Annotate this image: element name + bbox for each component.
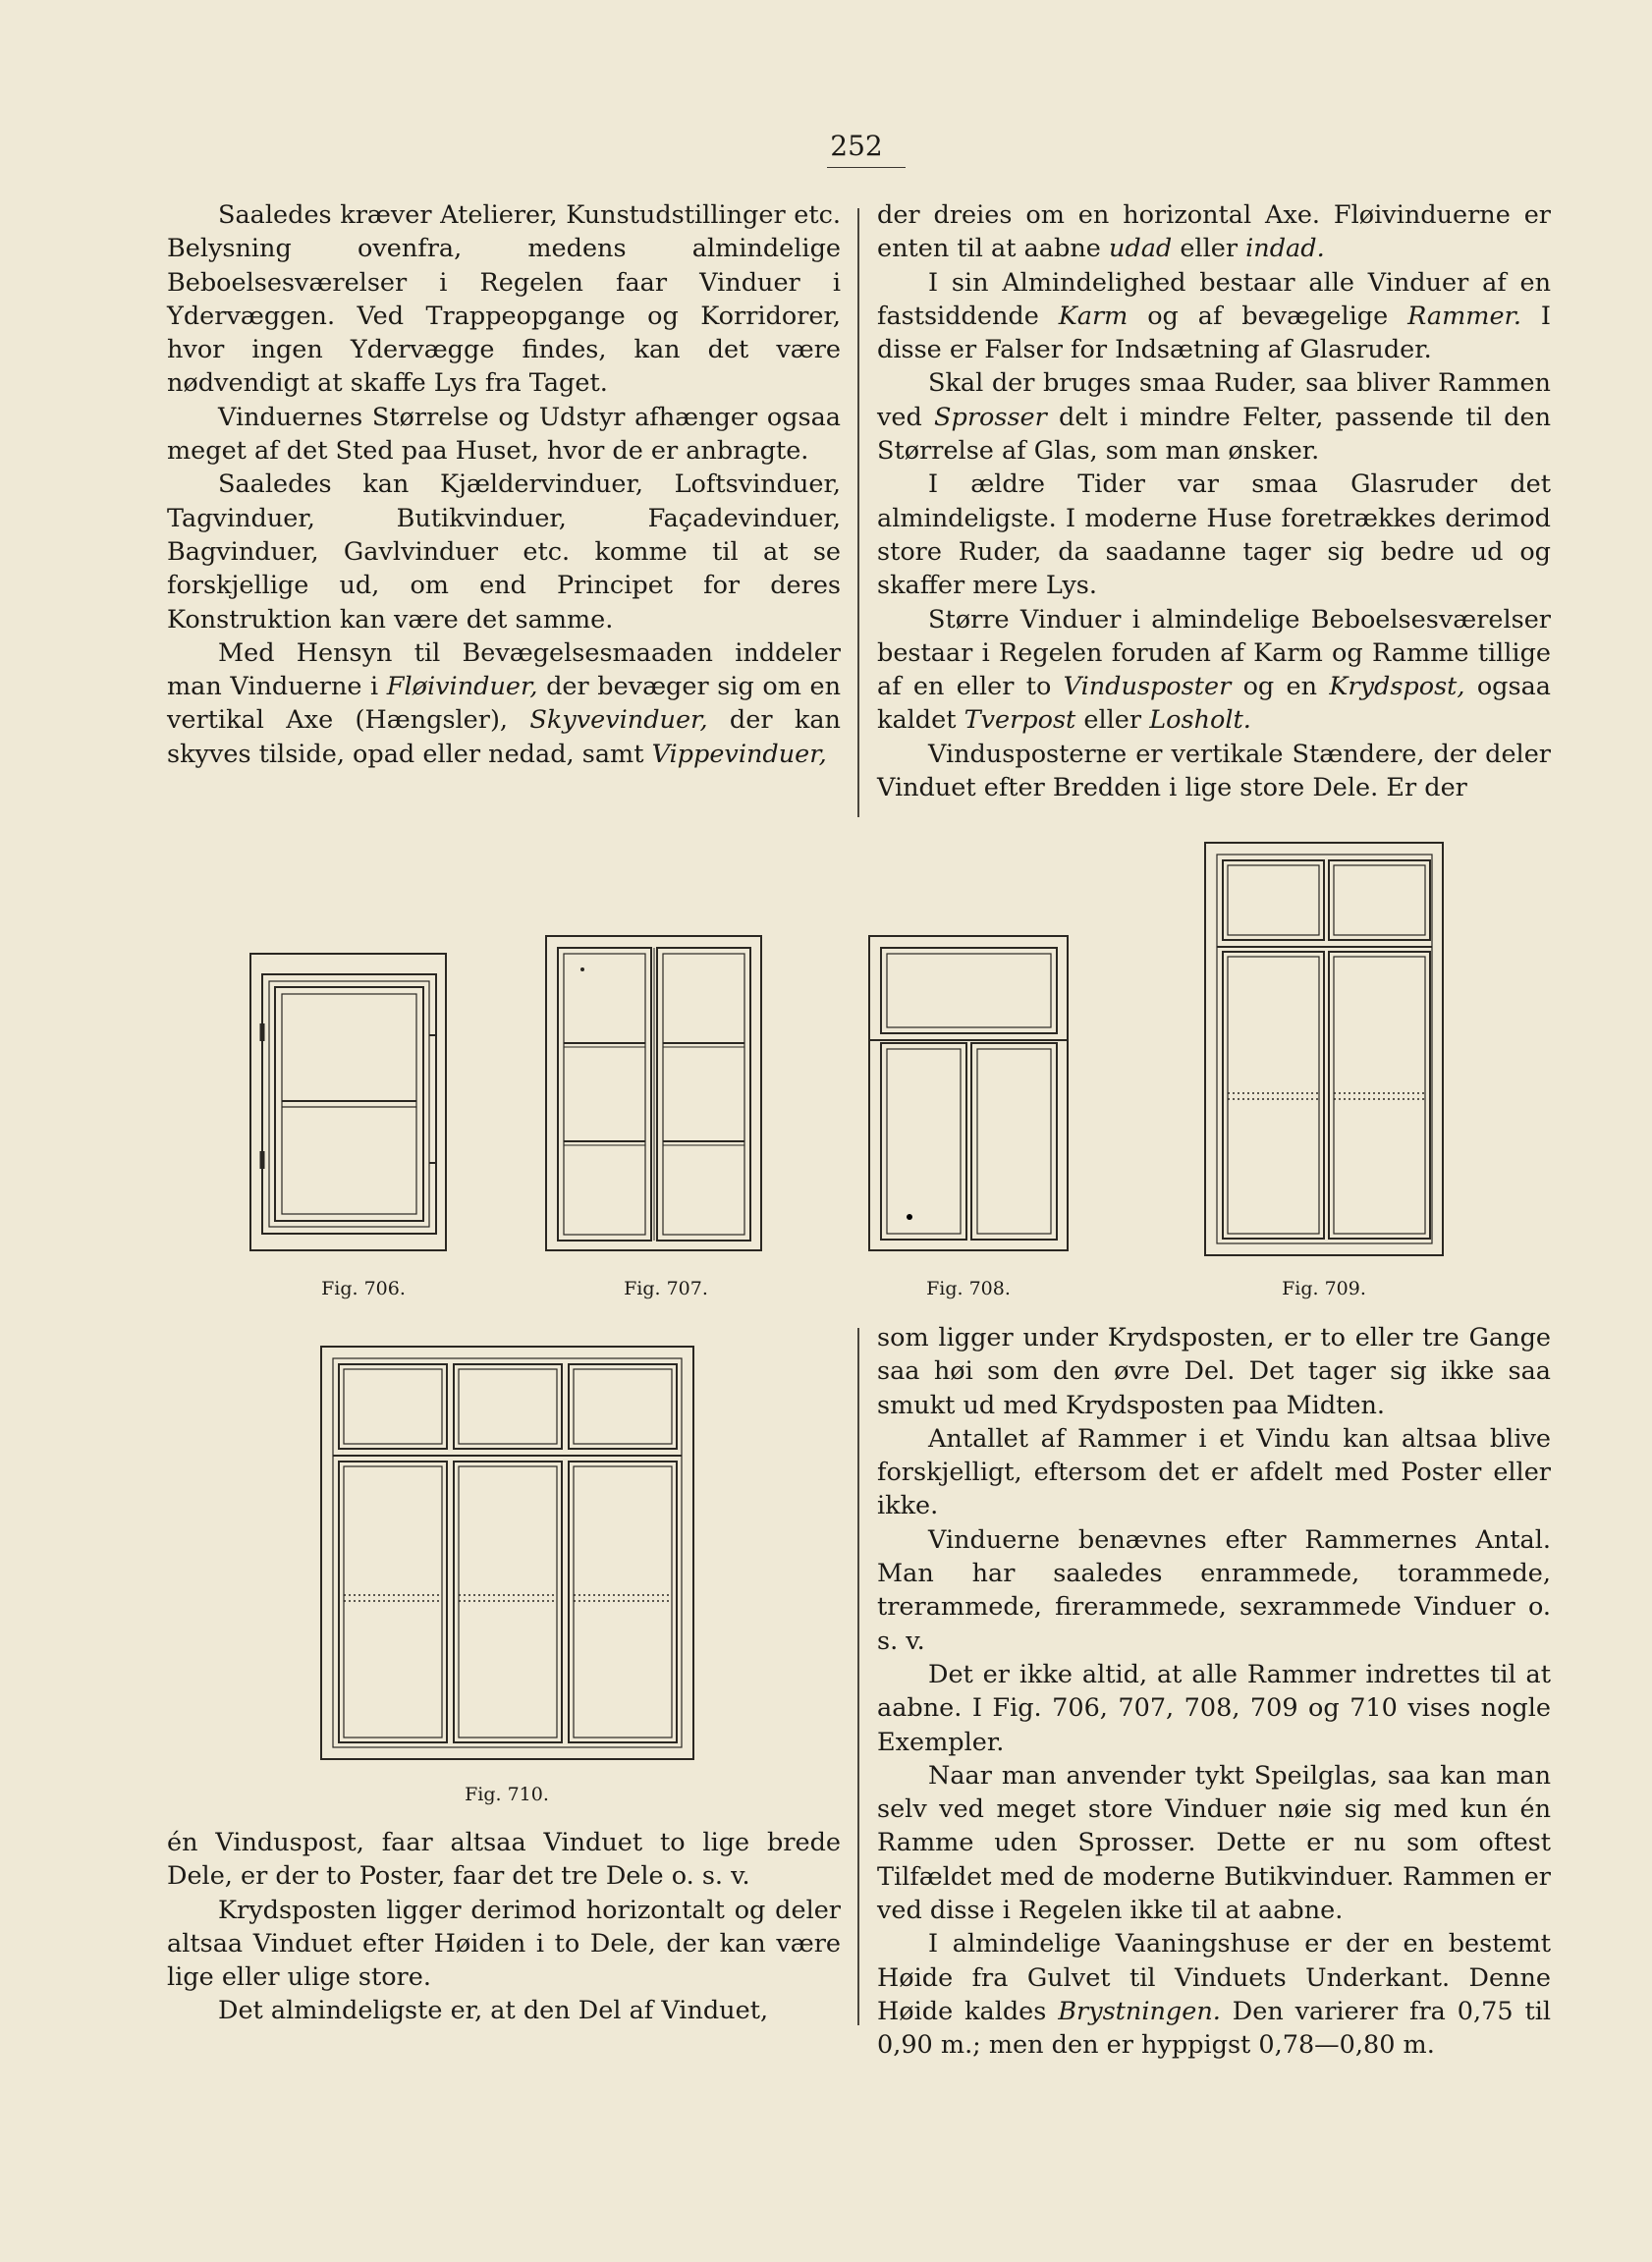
- paragraph: I sin Almindelighed bestaar alle Vinduer af en fastsiddende Karm og af bevægelige Rammer. I disse er Falser for Indsætning af Glasruder.: [877, 267, 1552, 365]
- column-divider-bottom: [857, 1328, 859, 2025]
- right-column-bottom: [877, 1321, 1551, 2063]
- paragraph: Saaledes kræver Atelierer, Kunstudstillinger etc. Belysning ovenfra, medens almindelige Beboelsesværelser i Regelen faar Vinduer i Ydervæggen. Ved Trappeopgange og Korridorer, hvor ingen Ydervægge findes, kan det være nødvendigt at skaffe Lys fra Taget.: [167, 200, 841, 399]
- figure-707-caption: Fig. 707.: [624, 1278, 708, 1299]
- page-number-rule: [827, 167, 906, 168]
- figure-708-caption: Fig. 708.: [926, 1278, 1011, 1299]
- paragraph: Krydsposten ligger derimod horizontalt og deler altsaa Vinduet efter Høiden i to Dele, der kan være lige eller ulige store.: [167, 1895, 841, 1993]
- figure-710-caption: Fig. 710.: [465, 1784, 549, 1805]
- figure-708: [868, 935, 1070, 1252]
- paragraph: I almindelige Vaaningshuse er der en bestemt Høide fra Gulvet til Vinduets Underkant. Denne Høide kaldes Brystningen. Den varierer fra 0,75 til 0,90 m.; men den er hyppigst 0,78—0,80 m.: [877, 1929, 1551, 2061]
- left-column-bottom: [167, 1826, 841, 2028]
- paragraph: Det almindeligste er, at den Del af Vinduet,: [218, 1996, 769, 2026]
- paragraph: som ligger under Krydsposten, er to eller tre Gange saa høi som den øvre Del. Det tager sig ikke saa smukt ud med Krydsposten paa Midten.: [877, 1323, 1551, 1420]
- paragraph: Vindusposterne er vertikale Stændere, der deler Vinduet efter Bredden i lige store Dele. Er der: [877, 739, 1551, 803]
- column-divider-top: [857, 208, 859, 817]
- figure-707: [545, 935, 763, 1252]
- paragraph: der dreies om en horizontal Axe. Fløivinduerne er enten til at aabne udad eller indad.: [877, 200, 1551, 264]
- right-column-top: [877, 198, 1551, 804]
- paragraph: Vinduernes Størrelse og Udstyr afhænger ogsaa meget af det Sted paa Huset, hvor de er anbragte.: [167, 402, 841, 467]
- figure-706: [249, 953, 448, 1252]
- figure-710: [320, 1346, 695, 1761]
- figure-706-caption: Fig. 706.: [321, 1278, 406, 1299]
- paragraph: Det er ikke altid, at alle Rammer indrettes til at aabne. I Fig. 706, 707, 708, 709 og 710 vises nogle Exempler.: [877, 1659, 1551, 1757]
- paragraph: Større Vinduer i almindelige Beboelsesværelser bestaar i Regelen foruden af Karm og Ramme tillige af en eller to Vindusposter og en Krydspost, ogsaa kaldet Tverpost eller Losholt.: [877, 604, 1551, 736]
- figure-709-caption: Fig. 709.: [1282, 1278, 1366, 1299]
- paragraph: Saaledes kan Kjældervinduer, Loftsvinduer, Tagvinduer, Butikvinduer, Façadevinduer, Bagvinduer, Gavlvinduer etc. komme til at se forskjellige ud, om end Principet for deres Konstruktion kan være det samme.: [167, 469, 841, 634]
- paragraph: Skal der bruges smaa Ruder, saa bliver Rammen ved Sprosser delt i mindre Felter, passende til den Størrelse af Glas, som man ønsker.: [877, 368, 1551, 467]
- paragraph: Vinduerne benævnes efter Rammernes Antal. Man har saaledes enrammede, torammede, trerammede, firerammede, sexrammede Vinduer o. s. v.: [877, 1524, 1551, 1656]
- paragraph: I ældre Tider var smaa Glasruder det almindeligste. I moderne Huse foretrækkes derimod store Ruder, da saadanne tager sig bedre ud og skaffer mere Lys.: [877, 469, 1551, 601]
- left-column-top: [167, 198, 841, 771]
- paragraph: Antallet af Rammer i et Vindu kan altsaa blive forskjelligt, eftersom det er afdelt med Poster eller ikke.: [877, 1423, 1551, 1521]
- figure-709: [1204, 842, 1445, 1257]
- paragraph-motion: Med Hensyn til Bevægelsesmaaden inddeler man Vinduerne i Fløivinduer, der bevæger sig om en vertikal Axe (Hængsler), Skyvevinduer, der kan skyves tilside, opad eller nedad, samt Vippevinduer,: [167, 637, 841, 769]
- paragraph: Naar man anvender tykt Speilglas, saa kan man selv ved meget store Vinduer nøie sig med kun én Ramme uden Sprosser. Dette er nu som oftest Tilfældet med de moderne Butikvinduer. Rammen er ved disse i Regelen ikke til at aabne.: [877, 1760, 1551, 1926]
- page-number: 252: [830, 130, 883, 162]
- paragraph: én Vinduspost, faar altsaa Vinduet to lige brede Dele, er der to Poster, faar det tre Dele o. s. v.: [167, 1828, 841, 1892]
